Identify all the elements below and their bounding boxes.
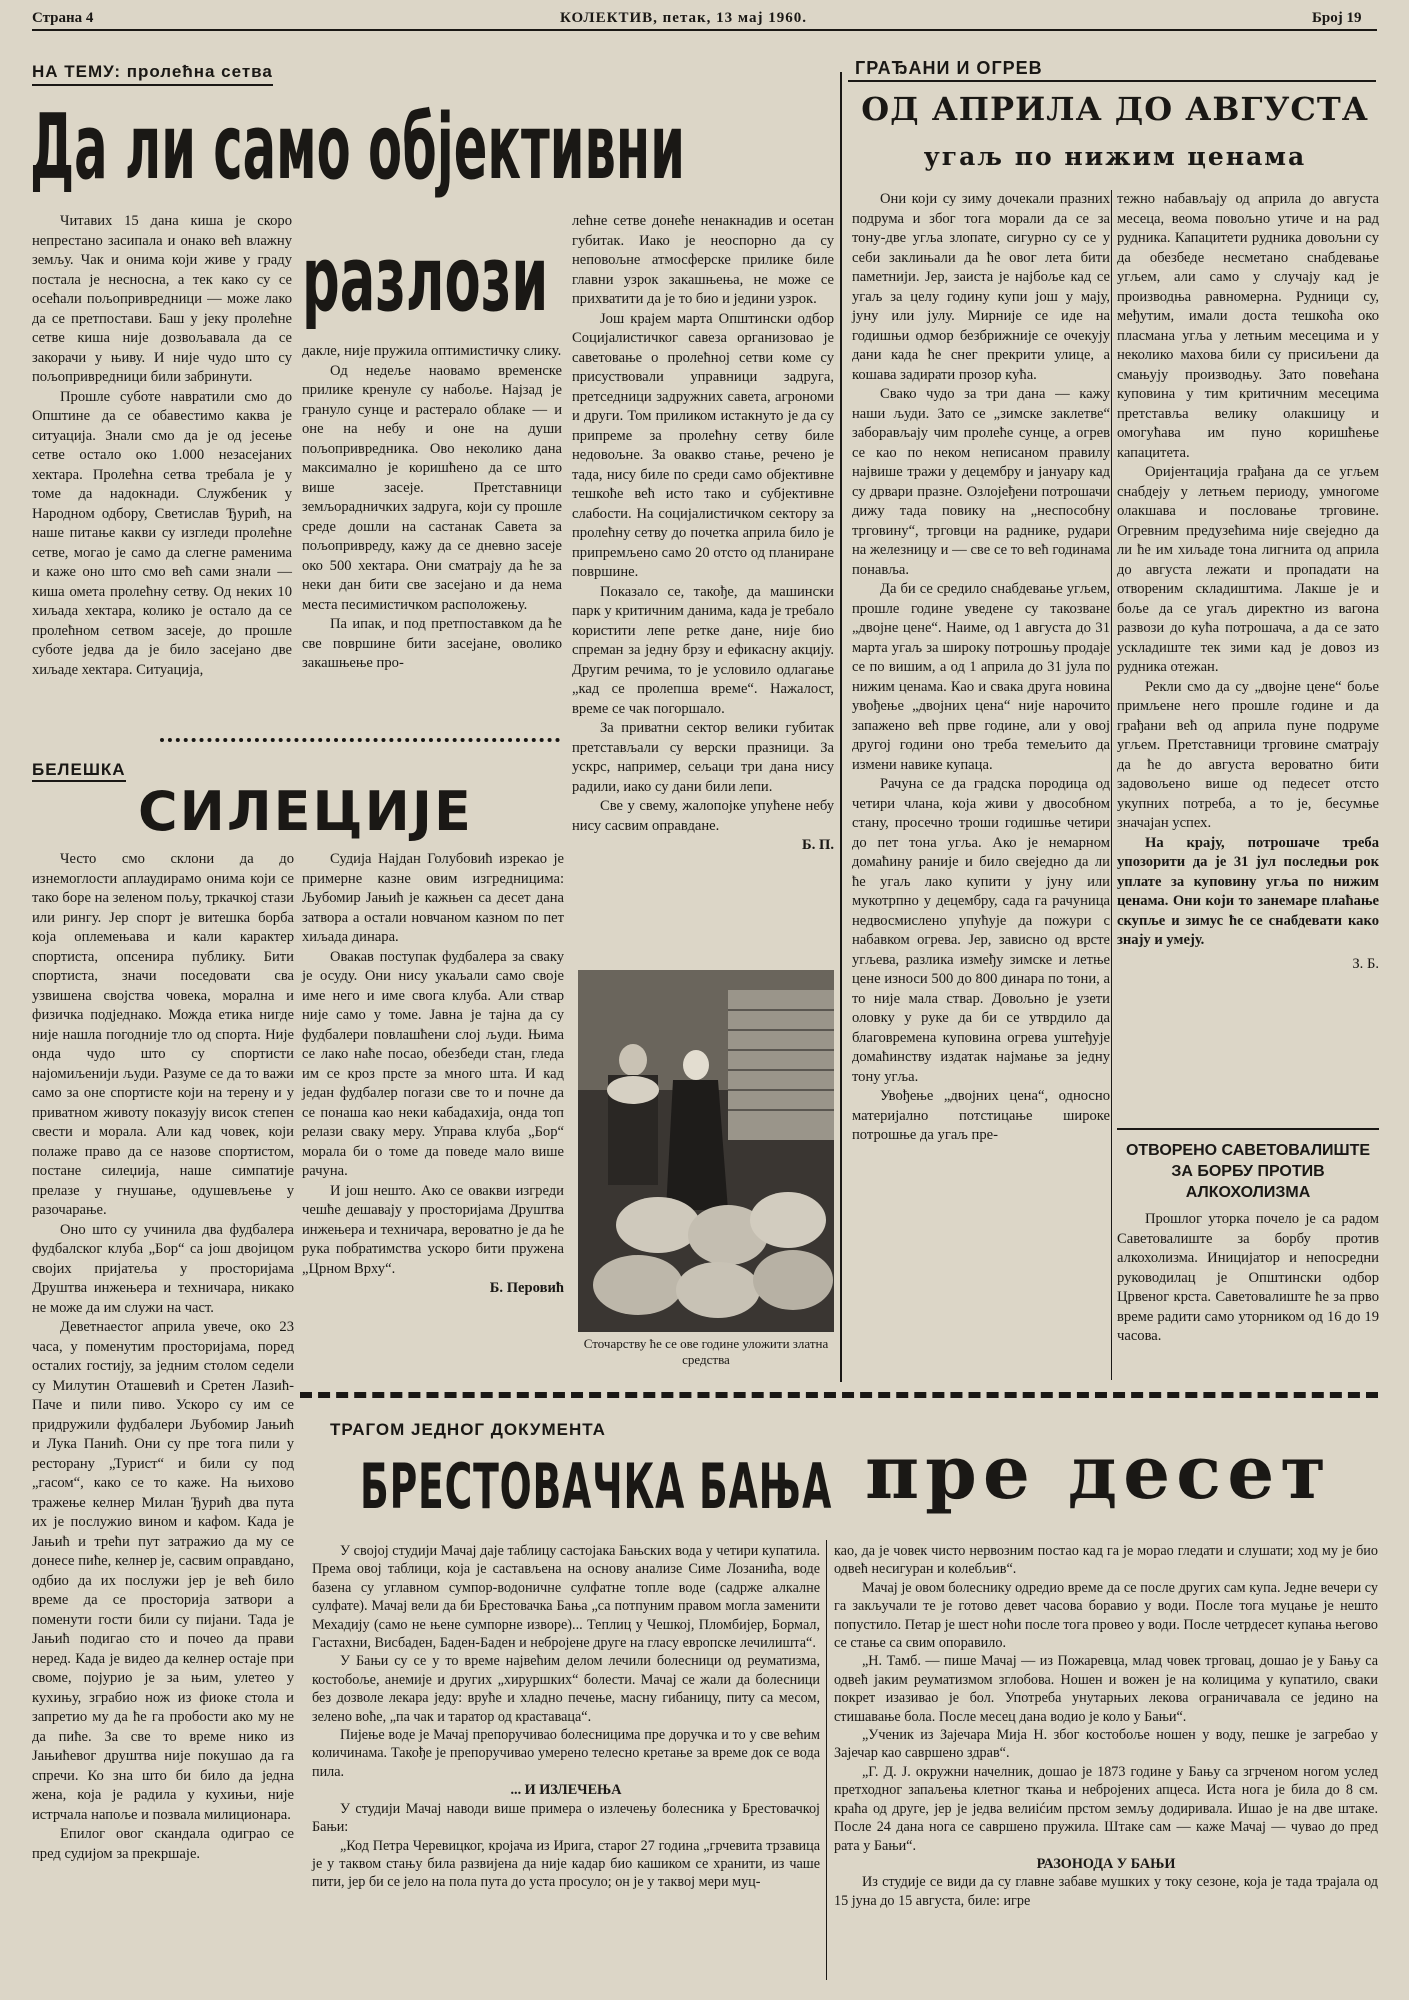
paragraph: Пијење воде је Мачај препоручивао болесницима пре доручка и то у све већим количинама. Такође је препоручивао умерено телесно кретање за време док се вода пила. [312, 1727, 820, 1780]
spa-headline-2: пре десет [865, 1430, 1333, 1516]
notice-rule [1117, 1128, 1379, 1130]
paragraph: Читавих 15 дана киша је скоро непрестано засипала и онако већ влажну земљу. Чак и онима који живе у граду постала је несносна, а тек како су се осећали пољопривредници — може лако да се претпостави. Баш у јеку пролећне сетве киша није дозвољавала да се закорачи у њиву. И није чудо што су пољопривредници били забринути. [32, 213, 292, 385]
silence-column-1 [32, 850, 294, 1864]
paragraph: У Бањи су се у то време највећим делом лечили болесници од реуматизма, костобоље, анемије и других „хируршких“ болести. Мачај се жали да болесници без дозволе лекара једу: вруће и хладно печење, масну гибаницу, питу са месом, зелено воће, „па чак и таратор од краставаца“. [312, 1653, 820, 1725]
paragraph: Оријентација грађана да се угљем снабдеју у летњем периоду, умногоме олакшава и пословање трговине. Огревним предузећима није свеједно да ли ће им хиљаде тона лигнита од априла до августа лежати и пропадати на отвореним складиштима. Лакше је и боље да се угаљ директно из вагона развози до кућа потрошача, а да се зато ускладиште тек зими кад је довоз из рудника отежан. [1117, 464, 1379, 675]
signature: З. Б. [1352, 955, 1379, 972]
livestock-photo [578, 970, 834, 1332]
spa-top-border [300, 1392, 1378, 1398]
paragraph: Све у свему, жалопојке упућене небу нису сасвим оправдане. [572, 798, 834, 834]
photo-caption: Сточарству ће се ове године уложити златна средства [583, 1336, 829, 1367]
paragraph: Овакав поступак фудбалера за сваку је осуду. Они нису укаљали само своје име него и име свога клуба. Али ствар није само у томе. Јавна је тајна да су фудбалери повлашћени слој људи. Њима се лако наће посао, обезбеди стан, гледа им се кроз прсте за много шта. И кад један фудбалер погази све то и почне да се понаша као неки кабадахија, онда топ релази сваку меру. Управа клуба „Бор“ морала би о томе да поведе мало више рачуна. [302, 948, 564, 1179]
sowing-headline-2: разлози [302, 226, 549, 332]
paragraph: Показало се, такође, да машински парк у критичним данима, када је требало користити лепе ретке дане, није био спреман за једну брзу и ефикасну акцију. Другим речима, то је условило одлагање „кад се пролепша време“. Нажалост, време се чак погоршало. [572, 583, 834, 717]
paragraph: У својој студији Мачај даје таблицу састојака Бањских вода у четири купатила. Према овој таблици, која је састављена на основу анализе Симе Лозанића, воде базена су углавном сумпор-водоничне сулфатне топле воде (садрже алкалне сулфате). Мачај вели да би Брестовачка Бања „са потпуним правом могла заменити Мехадију (само не њене сумпорне изворе)... Теплиц у Чешкој, Пломбијер, Бормал, Гастахни, Висбаден, Баден-Баден и небројене друге на гласу европске лечилишта“. [312, 1543, 820, 1652]
coal-headline: ОД АПРИЛА ДО АВГУСТА [861, 90, 1369, 128]
sowing-headline-1: Да ли само објективни [30, 94, 685, 200]
paragraph: Оно што су учинила два фудбалера фудбалског клуба „Бор“ са још двојицом својих пријатеља у просторијама Друштва инжењера и техничара, никако не може да им служи на част. [32, 1221, 294, 1316]
coal-column-2 [1117, 190, 1379, 974]
spa-subhead-2: РАЗОНОДА У БАЊИ [1036, 1855, 1176, 1872]
paragraph: „Н. Тамб. — пише Мачај — из Пожаревца, млад човек трговац, дошао је у Бању са одвећ јаким реуматизмом зглобова. Ношен и вожен је на колицима у купатило, сваки покрет изазивао је бол. Употреба унутарњих лекова ограничавала се једино на стишавање бола. После месец дана водио је коло у Бањи“. [834, 1653, 1378, 1725]
sowing-kicker: НА ТЕМУ: пролећна сетва [32, 62, 273, 86]
sowing-column-3 [572, 212, 834, 856]
sowing-column-2 [302, 342, 562, 674]
sowing-column-1 [32, 212, 292, 680]
spa-subhead-1: ... И ИЗЛЕЧЕЊА [510, 1782, 622, 1799]
paragraph: Па ипак, и под претпоставком да ће све површине бити засејане, оволико закашњење про- [302, 616, 562, 671]
paragraph: дакле, није пружила оптимистичку слику. [302, 343, 562, 359]
paragraph: Рачуна се да градска породица од четири члана, која живи у двособном стану, просечно троши годишње четири до пет тона угља. Ако је немарном домаћину раније и било свеједно да ли ће угаљ лако купити у јуну или мукотрпно у децембру, сада га рачуница недвосмислено упућује да пожури с набавком огрева. Јер, зависно од врсте угљева, разлика између зимске и летње цене износи 500 до 800 динара по тони, а то није мала ствар. Довољно је узети оловку у руке да би се утврдило да благовремена куповина огрева уштеђује домаћинству издатак најмање за једну тону угља. [852, 776, 1110, 1085]
notice-headline: ОТВОРЕНО САВЕТОВАЛИШТЕ ЗА БОРБУ ПРОТИВ АЛКОХОЛИЗМА [1125, 1142, 1371, 1201]
silence-column-2 [302, 850, 564, 1299]
paragraph: Из студије се види да су главне забаве мушких у току сезоне, која је тада трајала од 15 јуна до 15 августа, биле: игре [834, 1874, 1378, 1909]
spa-column-1 [312, 1542, 820, 1892]
paragraph: Прошлог уторка почело је са радом Саветовалиште за борбу против алкохолизма. Иницијатор и непосредни руководилац је Општински одбор Црвеног крста. Саветовалиште ће за прво време радити само уторником од 16 до 19 часова. [1117, 1211, 1379, 1344]
paragraph: тежно набављају од априла до августа месеца, веома повољно утиче и на рад рудника. Капацитети рудника довољни су да обезбеде несметано снабдевање угљем, али само у случају кад је производња равномерна. Рудници су, међутим, имали доста тешкоћа око пласмана угља у летњим месецима и у неколико махова били су присиљени да смањују производњу. Зато повећана куповина у тим критичним месецима претставља велику олакшицу и омогућава им пуно коришћење капацитета. [1117, 191, 1379, 461]
photo-image [578, 970, 834, 1332]
spa-headline-1: БРЕСТОВАЧКА БАЊА [360, 1450, 833, 1523]
paragraph: Да би се средило снабдевање угљем, прошле године уведене су такозване „двојне цене“. Наиме, од 1 августа до 31 марта угаљ за широку потрошњу продаје се по вишим, а од 1 априла до 31 јула по нижим ценама. Као и свака друга новина увођење „двојних цена“ није нарочито запажено већ прве године, али у овој другој години оно треба темељито да измени навике купаца. [852, 581, 1110, 773]
paragraph: Свако чудо за три дана — кажу наши људи. Зато се „зимске заклетве“ заборављају чим пролеће сунце, а огрев се као по неком неписаном правилу највише тражи у децембру и јануару кад су дрвари празне. Озлојеђени потрошачи дижу тада повику на „неспособну трговину“, трговци на раднике, рудари на железницу и — све се то већ годинама понавља. [852, 386, 1110, 578]
paragraph: Често смо склони да до изнемоглости аплаудирамо онима који се тако боре на зеленом пољу, тркачкој стази или рингу. Јер спорт је витешка борба коja оплемењава и кали карактер спортиста, опсенира публику. Бити спортиста, значи поседовати сва узвишена својства човека, морална и физичка подједнако. Можда етика нигде није нашла погодније тло од спорта. Није онда чудо што су спортисти најомиљенији људи. Разуме се да то важи само за оне спортисте који на терену и у приватном животу показују висок степен свести и морала. Али кад човек, који полаже право да се назове спортистом, постане силеџија, наше симпатије прелазе у гнушање, одушевљење у разочарање. [32, 851, 294, 1218]
page-number: Страна 4 [32, 10, 94, 26]
paragraph: Епилог овог скандала одиграо се пред судијом за прекршаје. [32, 1826, 294, 1862]
silence-headline: СИЛЕЦИЈЕ [138, 780, 473, 843]
paragraph: Судија Најдан Голубовић изрекао је примерне казне овим изгредницима: Љубомир Јањић је кажњен са десет дана затвора а остали новчаном казном по пет хиљада динара. [302, 851, 564, 945]
paragraph: Од недеље наовамо временске прилике кренуле су набоље. Најзад је грануло сунце и растерало облаке — и оне на небу и оне на души пољопривредника. Ово неколико дана максимално је коришћено да се што више засеје. Претставници земљорадничких задруга, који су прошле среде дошли на састанак Савета за пољопривреду, кажу да се дневно засеје око 500 хектара. Они сматрају да ће за неки дан бити све засејано и да нема места песимистичком расположењу. [302, 362, 562, 613]
coal-kicker-rule [848, 80, 1376, 82]
spa-column-2 [834, 1542, 1378, 1910]
paragraph: У студији Мачај наводи више примера о излечењу болесника у Брестовачкој Бањи: [312, 1800, 820, 1836]
issue-number: Број 19 [1312, 10, 1362, 26]
paragraph: Још крајем марта Општински одбор Социјалистичког савеза организовао је саветовање о пролећној сетви коме су присуствовали управници задруга, претседници задружних савета, агрономи и други. Том приликом истакнуто је да су припреме за пролећну сетву биле недовољне. За овакво стање, речено је тада, нису биле по среди само објективне тешкоће већ исто тако и субјективне слабости. На социјалистичком сектору за пролећну сетву до почетка априла било је припремљено само 20 отсто од планиране површине. [572, 310, 834, 580]
paragraph: Рекли смо да су „двојне цене“ боље примљене него прошле године и да грађани већ од априла пуне подруме угљем. Претставници трговине сматрају да ће до августа вероватно бити задовољено више од педесет отсто укупних потреба, а то је, бесумње значајан успех. [1117, 678, 1379, 831]
column-divider [1111, 190, 1112, 1380]
paragraph: лећне сетве донеће ненакнадив и осетан губитак. Иако је неоспорно да су неповољне атмосферске прилике биле главни узрок закашњења, не може се прихватити да је то био и једини узрок. [572, 213, 834, 307]
coal-subhead: угаљ по нижим ценама [923, 142, 1307, 171]
paragraph: као, да је човек чисто нервозним постао кад га је морао гледати и слушати; ход му је био одвећ несигуран и колебљив“. [834, 1543, 1378, 1578]
column-divider [826, 1540, 827, 1980]
column-divider [840, 72, 842, 1382]
paragraph: И још нешто. Ако се овакви изгреди чешће дешавају у просторијама Друштва инжењера и техничара, вероватно је да ће рука побратимства ускоро бити пружена „Црном Врху“. [302, 1182, 564, 1277]
paragraph: „Код Петра Черевицког, кројача из Ирига, старог 27 година „грчевита трзавица је у таквом стању била развијена да није кадар био кашиком се хранити, из чаше пити, јер би се јело на пола пута до уста просуло; он је у таквој мери муц- [312, 1837, 820, 1891]
paragraph: За приватни сектор велики губитак претстављали су верски празници. За ускрс, например, сељаци три дана нису радили, иако су дани били лепи. [572, 720, 834, 795]
paragraph: Прошле суботе навратили смо до Општине да се обавестимо каква је ситуација. Знали смо да је од јесење сетве остало око 1.000 незасејаних хектара. Пролећна сетва требала је у томе да надокнади. Службеник у Народном одбору, Светислав Ђурић, на наше питање какви су изгледи пролећне сетве, могао је само да слегне раменима и каже оно што смо већ сами знали — киша омета пролећну сетву. Од неких 10 хиљада хектара, колико је остало да се пролећном сетвом засеје, до прошле суботе једва да је било засејано две хиљаде хектара. Ситуација, [32, 388, 292, 678]
silence-kicker: БЕЛЕШКА [32, 760, 126, 782]
paragraph: Мачај је овом болеснику одредио време да се после других сам купа. Једне вечери су га закључали те је готово девет часова боравио у води. После тога муцање је нешто попустило. Петар је шест ноћи после тога провео у води. После четрдесет купања његово се стање са свим опоравило. [834, 1579, 1378, 1652]
signature: Б. П. [802, 837, 834, 853]
masthead-rule [32, 29, 1377, 31]
spa-kicker: ТРАГОМ ЈЕДНОГ ДОКУМЕНТА [330, 1420, 606, 1439]
coal-kicker: ГРАЂАНИ И ОГРЕВ [855, 58, 1043, 78]
paragraph: Они који су зиму дочекали празних подрума и због тога морали да се за тону-две угља злопате, сигурно су се у себи заклињали да ће овог лета бити паметнији. Јер, заиста је најбоље кад се угаљ за целу годину купи још у мају, јуну или јулу. Мирније се иде на годишњи одмор безбрижније се очекују дани када ће снег прекрити улице, а кошава задирати прозор кућа. [852, 191, 1110, 383]
paragraph: Увођење „двојних цена“, односно материјално потстицање широке потрошње да угаљ пре- [852, 1088, 1110, 1143]
notice-body [1117, 1210, 1379, 1347]
coal-column-1 [852, 190, 1110, 1146]
paragraph: „Ученик из Зајечара Мија Н. због костобоље ношен у воду, пешке је загребао у Зајечар као савршено здрав“. [834, 1727, 1378, 1762]
paragraph: Деветнаестог априла увече, око 23 часа, у поменутим просторијама, поред осталих гостију, за једним столом седели су Милутин Оташевић и Сретен Лазић-Паче и пили пиво. Ускоро су им се придружили фудбалери Љубомир Јањић и Лука Панић. Они су пре тога пили у ресторану „Турист“ и били су под „гасом“, како се то каже. На њихово тражење келнер Милан Ђурић два пута их је послужио вином и кафом. Када је Јањић и трећи пут затражио да му се донесе пиће, келнер је, сасвим оправдано, одбио да их послужи јер је већ било време да се просторија затвори а поменути гости били су пијани. Тада је Јањић подигао сто и почео да прави неред. Када је видео да келнер остаје при своме, појурио је за њим, улетео у кухињу, зграбио нож из фиоке стола и запретио му да ће га пробости ако му не да пиће. За све то време нико из Јањићевог друштва није покушао да га спречи. Ко зна што би било да једна жена, која је радила у кухињи, није истрчала напоље и позвала милиционара. [32, 1319, 294, 1823]
paragraph: „Г. Д. Ј. окружни начелник, дошао је 1873 године у Бању са згрченом ногом услед претходног запаљења клетног ткања и небројених апцеса. Иста нога је била до 8 см. краћа од друге, јер је једва велиićим прстом земљу додиривала. Ишао је на две штаке. После 24 дана нога се савршено пружила. Штаке сам — каже Мачај — чувао до пред рата у Бањи“. [834, 1763, 1378, 1854]
bold-paragraph: На крају, потрошаче треба упозорити да је 31 јул последњи рок уплате за куповину угља по нижим ценама. Они који то занемаре плаћање скупље и зимус ће се снабдевати како знају и умеју. [1117, 834, 1379, 948]
issue-line: КОЛЕКТИВ, петак, 13 мај 1960. [560, 10, 808, 26]
signature: Б. Перовић [489, 1280, 564, 1296]
section-divider [160, 738, 560, 742]
